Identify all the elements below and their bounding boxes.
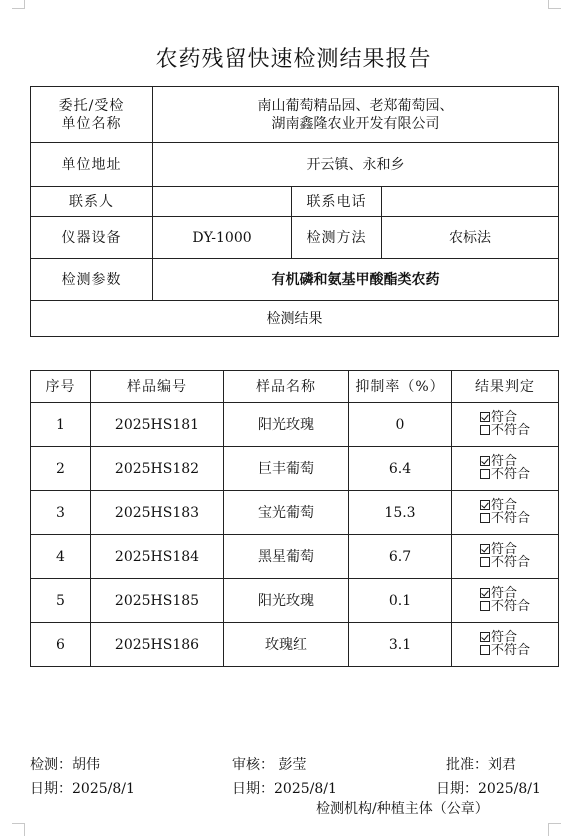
row-number: 4 — [31, 535, 91, 579]
verdict-fail-label: 不符合 — [490, 598, 530, 614]
verdict-fail-label: 不符合 — [490, 466, 530, 482]
result-row — [31, 579, 559, 623]
row-number: 5 — [31, 579, 91, 623]
verdict-cell — [452, 623, 559, 667]
checked-box-icon[interactable] — [480, 412, 490, 422]
verdict-fail-label: 不符合 — [490, 642, 530, 658]
verdict-fail[interactable] — [480, 644, 530, 657]
row-number: 2 — [31, 447, 91, 491]
empty-box-icon[interactable] — [480, 513, 490, 523]
empty-box-icon[interactable] — [480, 601, 490, 611]
verdict-fail[interactable] — [480, 468, 530, 481]
contact-row — [31, 187, 559, 217]
inhibition-rate: 15.3 — [349, 491, 452, 535]
row-number: 1 — [31, 403, 91, 447]
method-value: 农标法 — [382, 217, 559, 259]
sample-code: 2025HS183 — [91, 491, 224, 535]
params-row — [31, 259, 559, 301]
tester-signature: 检测：胡伟 — [30, 757, 100, 773]
checked-box-icon[interactable] — [480, 588, 490, 598]
empty-box-icon[interactable] — [480, 469, 490, 479]
sample-code: 2025HS182 — [91, 447, 224, 491]
verdict-fail[interactable] — [480, 600, 530, 613]
verdict-pass-label: 符合 — [490, 541, 517, 557]
results-title-row — [31, 301, 559, 337]
verdict-fail[interactable] — [480, 556, 530, 569]
report-table — [30, 86, 559, 337]
approver-date: 日期：2025/8/1 — [436, 781, 541, 797]
results-title: 检测结果 — [31, 301, 559, 337]
col-header-rate: 抑制率（%） — [349, 371, 452, 403]
sample-code: 2025HS185 — [91, 579, 224, 623]
report-title: 农药残留快速检测结果报告 — [155, 47, 432, 72]
instrument-row — [31, 217, 559, 259]
verdict-cell — [452, 535, 559, 579]
approver-signature: 批准：刘君 — [446, 757, 516, 773]
verdict-cell — [452, 447, 559, 491]
instrument-value: DY-1000 — [153, 217, 292, 259]
col-header-no: 序号 — [31, 371, 91, 403]
tester-date: 日期：2025/8/1 — [30, 781, 135, 797]
verdict-pass-label: 符合 — [490, 497, 517, 513]
crop-mark-bottom-left — [12, 823, 25, 836]
crop-mark-top-left — [12, 0, 25, 9]
row-number: 3 — [31, 491, 91, 535]
params-value: 有机磷和氨基甲酸酯类农药 — [153, 259, 559, 301]
verdict-fail[interactable] — [480, 512, 530, 525]
phone-label: 联系电话 — [292, 187, 382, 217]
verdict-options — [480, 411, 530, 437]
org-seal-label: 检测机构/种植主体（公章） — [316, 801, 489, 817]
verdict-cell — [452, 579, 559, 623]
verdict-fail-label: 不符合 — [490, 554, 530, 570]
verdict-cell — [452, 403, 559, 447]
verdict-options — [480, 455, 530, 481]
checked-box-icon[interactable] — [480, 500, 490, 510]
crop-mark-bottom-right — [548, 823, 561, 836]
verdict-options — [480, 631, 530, 657]
sample-name: 阳光玫瑰 — [224, 579, 349, 623]
address-row — [31, 143, 559, 187]
contact-value — [153, 187, 292, 217]
results-header-row — [31, 371, 559, 403]
client-value: 南山葡萄精品园、老郑葡萄园、 湖南鑫隆农业开发有限公司 — [153, 87, 559, 143]
verdict-fail[interactable] — [480, 424, 530, 437]
checked-box-icon[interactable] — [480, 544, 490, 554]
address-label: 单位地址 — [31, 143, 153, 187]
crop-mark-top-right — [548, 0, 561, 9]
empty-box-icon[interactable] — [480, 645, 490, 655]
inhibition-rate: 6.4 — [349, 447, 452, 491]
inhibition-rate: 0.1 — [349, 579, 452, 623]
result-row — [31, 447, 559, 491]
client-row — [31, 87, 559, 143]
col-header-verdict: 结果判定 — [452, 371, 559, 403]
sample-code: 2025HS186 — [91, 623, 224, 667]
checked-box-icon[interactable] — [480, 632, 490, 642]
checked-box-icon[interactable] — [480, 456, 490, 466]
verdict-pass-label: 符合 — [490, 409, 517, 425]
col-header-name: 样品名称 — [224, 371, 349, 403]
empty-box-icon[interactable] — [480, 425, 490, 435]
sample-name: 巨丰葡萄 — [224, 447, 349, 491]
empty-box-icon[interactable] — [480, 557, 490, 567]
result-row — [31, 403, 559, 447]
inhibition-rate: 0 — [349, 403, 452, 447]
sample-name: 宝光葡萄 — [224, 491, 349, 535]
verdict-options — [480, 499, 530, 525]
result-row — [31, 623, 559, 667]
contact-label: 联系人 — [31, 187, 153, 217]
instrument-label: 仪器设备 — [31, 217, 153, 259]
verdict-cell — [452, 491, 559, 535]
sample-code: 2025HS181 — [91, 403, 224, 447]
sample-name: 玫瑰红 — [224, 623, 349, 667]
reviewer-date: 日期：2025/8/1 — [232, 781, 337, 797]
col-header-code: 样品编号 — [91, 371, 224, 403]
reviewer-signature: 审核： 彭莹 — [232, 757, 307, 773]
sample-name: 黑星葡萄 — [224, 535, 349, 579]
inhibition-rate: 6.7 — [349, 535, 452, 579]
inhibition-rate: 3.1 — [349, 623, 452, 667]
address-value: 开云镇、永和乡 — [153, 143, 559, 187]
sample-code: 2025HS184 — [91, 535, 224, 579]
verdict-options — [480, 587, 530, 613]
row-number: 6 — [31, 623, 91, 667]
results-body — [31, 371, 559, 667]
params-label: 检测参数 — [31, 259, 153, 301]
method-label: 检测方法 — [292, 217, 382, 259]
verdict-pass-label: 符合 — [490, 629, 517, 645]
result-row — [31, 535, 559, 579]
verdict-options — [480, 543, 530, 569]
verdict-fail-label: 不符合 — [490, 510, 530, 526]
sample-name: 阳光玫瑰 — [224, 403, 349, 447]
verdict-pass-label: 符合 — [490, 453, 517, 469]
result-row — [31, 491, 559, 535]
verdict-pass-label: 符合 — [490, 585, 517, 601]
phone-value — [382, 187, 559, 217]
results-table — [30, 370, 559, 667]
verdict-fail-label: 不符合 — [490, 422, 530, 438]
client-label: 委托/受检 单位名称 — [31, 87, 153, 143]
